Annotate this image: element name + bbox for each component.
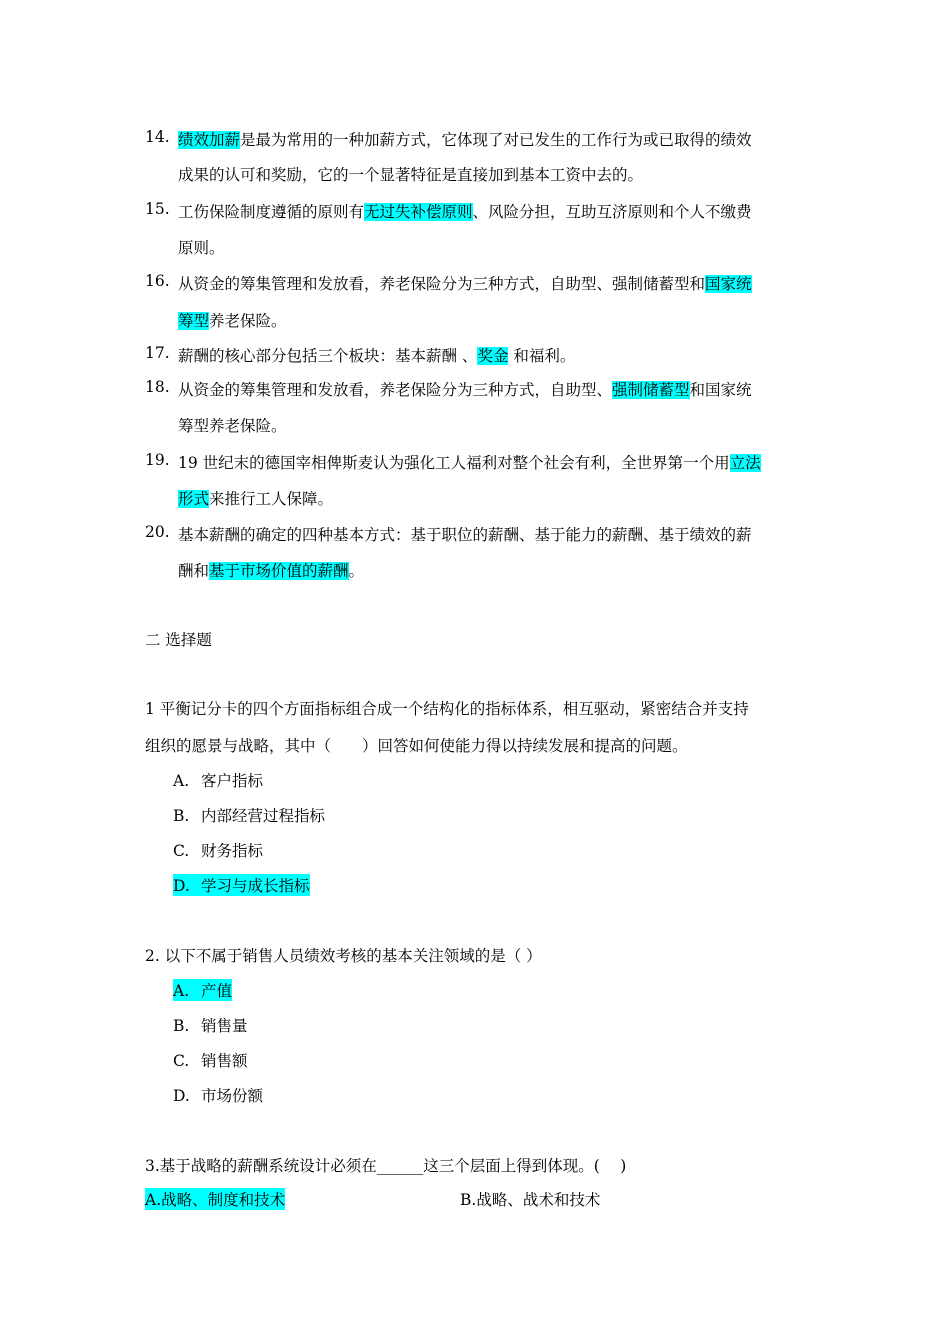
item-16-line-1: 从资金的筹集管理和发放看，养老保险分为三种方式，自助型、强制储蓄型和国家统: [178, 275, 752, 293]
q1-option-c: C. 财务指标: [173, 842, 264, 860]
answer-highlight: 立法: [729, 454, 761, 472]
q3-option-b: B.战略、战术和技术: [460, 1191, 601, 1209]
q2-option-a-answer: A. 产值: [173, 979, 232, 1001]
q2-option-d: D. 市场份额: [173, 1087, 264, 1105]
answer-highlight: 绩效加薪: [178, 131, 241, 149]
section-title: 二 选择题: [145, 631, 212, 649]
answer-highlight: 筹型: [178, 312, 210, 330]
item-15-line-1: 工伤保险制度遵循的原则有无过失补偿原则、风险分担，互助互济原则和个人不缴费: [178, 203, 752, 221]
item-number: 14.: [145, 128, 170, 146]
answer-highlight: 基于市场价值的薪酬: [209, 562, 349, 580]
q1-option-b: B. 内部经营过程指标: [173, 807, 326, 825]
answer-highlight: 奖金: [477, 347, 509, 365]
item-19-line-1: 19 世纪末的德国宰相俾斯麦认为强化工人福利对整个社会有利，全世界第一个用立法: [178, 454, 761, 472]
item-20-line-1: 基本薪酬的确定的四种基本方式：基于职位的薪酬、基于能力的薪酬、基于绩效的薪: [178, 526, 752, 544]
answer-highlight: 强制储蓄型: [612, 381, 690, 399]
item-14-line-2: 成果的认可和奖励，它的一个显著特征是直接加到基本工资中去的。: [178, 166, 644, 184]
q2-option-c: C. 销售额: [173, 1052, 248, 1070]
q1-stem-line-2: 组织的愿景与战略，其中（ ）回答如何使能力得以持续发展和提高的问题。: [145, 737, 688, 755]
q2-stem: 2. 以下不属于销售人员绩效考核的基本关注领域的是（ ）: [145, 947, 542, 965]
item-14-line-1: 绩效加薪是最为常用的一种加薪方式，它体现了对已发生的工作行为或已取得的绩效: [178, 131, 752, 149]
q1-option-a: A. 客户指标: [173, 772, 264, 790]
q2-option-b: B. 销售量: [173, 1017, 248, 1035]
item-19-line-2: 形式来推行工人保障。: [178, 490, 334, 508]
item-16-line-2: 筹型养老保险。: [178, 312, 287, 330]
q1-stem-line-1: 1 平衡记分卡的四个方面指标组合成一个结构化的指标体系，相互驱动，紧密结合并支持: [145, 700, 749, 718]
item-20-line-2: 酬和基于市场价值的薪酬。: [178, 562, 365, 580]
q3-stem: 3.基于战略的薪酬系统设计必须在______这三个层面上得到体现。( ): [145, 1157, 627, 1175]
q1-option-d-answer: D. 学习与成长指标: [173, 874, 310, 896]
item-number: 19.: [145, 451, 170, 469]
answer-highlight: 形式: [178, 490, 210, 508]
item-18-line-2: 筹型养老保险。: [178, 417, 287, 435]
item-15-line-2: 原则。: [178, 239, 225, 257]
item-number: 18.: [145, 378, 170, 396]
item-number: 16.: [145, 272, 170, 290]
q3-option-a-answer: A.战略、制度和技术: [145, 1188, 285, 1210]
answer-highlight: 国家统: [705, 275, 752, 293]
item-18-line-1: 从资金的筹集管理和发放看，养老保险分为三种方式，自助型、强制储蓄型和国家统: [178, 381, 752, 399]
item-number: 17.: [145, 344, 170, 362]
item-17-line-1: 薪酬的核心部分包括三个板块：基本薪酬 、奖金 和福利。: [178, 347, 576, 365]
item-number: 20.: [145, 523, 170, 541]
item-number: 15.: [145, 200, 170, 218]
answer-highlight: 无过失补偿原则: [364, 203, 473, 221]
